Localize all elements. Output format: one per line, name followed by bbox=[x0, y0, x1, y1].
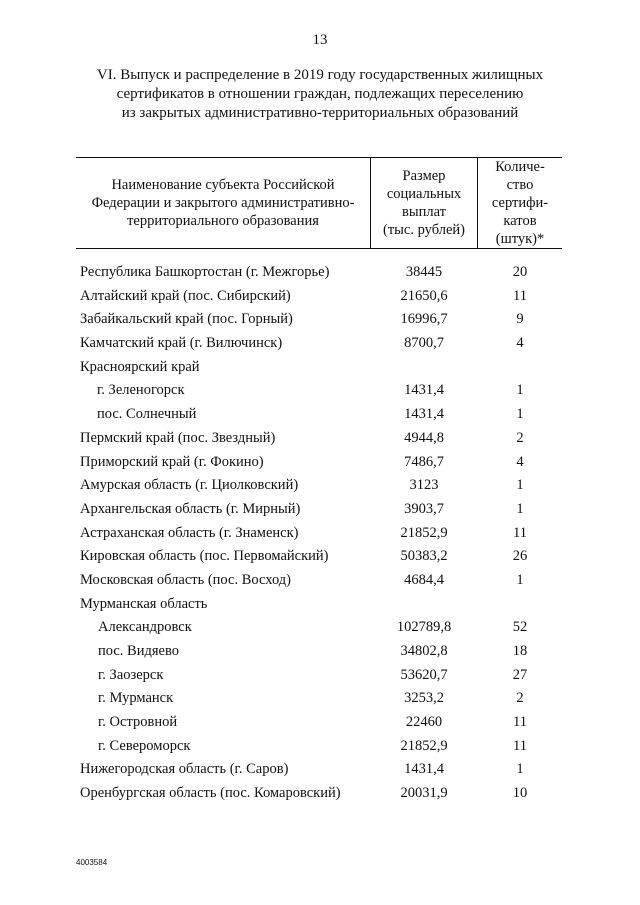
table-row bbox=[0, 404, 640, 428]
row-count: 1 bbox=[516, 500, 524, 517]
row-amount: 3903,7 bbox=[404, 500, 444, 517]
row-count: 4 bbox=[516, 453, 524, 470]
table-row bbox=[0, 783, 640, 807]
row-amount: 22460 bbox=[405, 714, 443, 731]
table-row bbox=[0, 736, 640, 760]
row-name: Республика Башкортостан (г. Межгорье) bbox=[80, 264, 330, 280]
table-row bbox=[0, 286, 640, 310]
row-name: Астраханская область (г. Знаменск) bbox=[80, 524, 299, 541]
row-amount: 16996,7 bbox=[400, 311, 448, 328]
header-count bbox=[478, 157, 562, 248]
table-row bbox=[0, 475, 640, 499]
row-name: г. Зеленогорск bbox=[97, 382, 185, 399]
document-code: 4003584 bbox=[76, 858, 108, 867]
row-amount: 20031,9 bbox=[400, 785, 448, 802]
heading-line-2: сертификатов в отношении граждан, подлежащих переселению bbox=[116, 86, 524, 102]
row-amount: 38445 bbox=[405, 264, 443, 280]
row-count: 10 bbox=[512, 785, 528, 802]
table-row bbox=[0, 499, 640, 523]
section-heading bbox=[0, 66, 640, 123]
row-name: Алтайский край (пос. Сибирский) bbox=[80, 287, 291, 304]
row-amount: 1431,4 bbox=[404, 406, 444, 423]
row-count: 1 bbox=[516, 571, 524, 588]
table-header-border bbox=[76, 248, 562, 249]
table-row bbox=[0, 641, 640, 665]
row-name: Камчатский край (г. Вилючинск) bbox=[80, 335, 283, 352]
row-count: 11 bbox=[513, 524, 527, 541]
table-row bbox=[0, 688, 640, 712]
table-row bbox=[0, 380, 640, 404]
row-name: Кировская область (пос. Первомайский) bbox=[80, 548, 329, 565]
row-name: Архангельская область (г. Мирный) bbox=[80, 500, 301, 517]
header-amount-text: Размер социальных выплат (тыс. рублей) bbox=[383, 167, 465, 238]
page-number: 13 bbox=[312, 32, 328, 48]
table-row bbox=[0, 546, 640, 570]
table-row bbox=[0, 428, 640, 452]
row-name: г. Мурманск bbox=[98, 690, 174, 707]
row-amount: 7486,7 bbox=[404, 453, 444, 470]
table-row bbox=[0, 570, 640, 594]
table-row bbox=[0, 452, 640, 476]
row-amount: 53620,7 bbox=[400, 666, 448, 683]
header-name bbox=[76, 157, 370, 248]
row-name: г. Североморск bbox=[98, 737, 191, 754]
header-count-text: Количе- ство сертифи- катов (штук)* bbox=[491, 158, 549, 247]
header-amount bbox=[371, 157, 477, 248]
table-row bbox=[0, 262, 640, 286]
row-count: 4 bbox=[516, 335, 524, 352]
row-name: г. Заозерск bbox=[98, 666, 164, 683]
header-name-text: Наименование субъекта Российской Федерации и закрытого административно- территориального образования bbox=[91, 176, 355, 229]
row-count: 18 bbox=[512, 643, 528, 659]
row-name: Московская область (пос. Восход) bbox=[80, 571, 291, 588]
row-amount: 1431,4 bbox=[404, 761, 444, 778]
table-row bbox=[0, 523, 640, 547]
row-count: 26 bbox=[512, 548, 528, 565]
row-amount: 21650,6 bbox=[400, 287, 448, 304]
row-amount: 34802,8 bbox=[400, 643, 448, 659]
row-count: 11 bbox=[513, 287, 527, 304]
row-count: 27 bbox=[512, 666, 528, 683]
row-name: Нижегородская область (г. Саров) bbox=[80, 761, 289, 778]
row-count: 1 bbox=[516, 761, 524, 778]
heading-line-1: VI. Выпуск и распределение в 2019 году государственных жилищных bbox=[96, 67, 544, 83]
row-count: 11 bbox=[513, 737, 527, 754]
row-amount: 1431,4 bbox=[404, 382, 444, 399]
row-amount: 4684,4 bbox=[404, 571, 444, 588]
row-name: Александровск bbox=[98, 619, 192, 636]
row-count: 1 bbox=[516, 477, 524, 494]
row-name: Амурская область (г. Циолковский) bbox=[80, 477, 299, 494]
heading-line-3: из закрытых административно-территориальных образований bbox=[121, 105, 519, 121]
row-name: Забайкальский край (пос. Горный) bbox=[80, 311, 293, 328]
row-name: Оренбургская область (пос. Комаровский) bbox=[80, 785, 341, 802]
row-amount: 8700,7 bbox=[404, 335, 444, 352]
row-count: 11 bbox=[513, 714, 527, 731]
row-amount: 21852,9 bbox=[400, 524, 448, 541]
row-count: 9 bbox=[516, 311, 524, 328]
row-name: Пермский край (пос. Звездный) bbox=[80, 429, 276, 446]
row-amount: 50383,2 bbox=[400, 548, 448, 565]
table-row bbox=[0, 309, 640, 333]
table-row bbox=[0, 594, 640, 618]
row-count: 1 bbox=[516, 382, 524, 399]
row-name: пос. Солнечный bbox=[97, 406, 197, 423]
table-row bbox=[0, 333, 640, 357]
row-count: 1 bbox=[516, 406, 524, 423]
row-count: 2 bbox=[516, 429, 524, 446]
row-amount: 3253,2 bbox=[404, 690, 444, 707]
table-row bbox=[0, 712, 640, 736]
row-amount: 3123 bbox=[409, 477, 439, 494]
row-name: Приморский край (г. Фокино) bbox=[80, 453, 264, 470]
table-row bbox=[0, 759, 640, 783]
row-name: Мурманская область bbox=[80, 595, 208, 612]
row-name: Красноярский край bbox=[80, 358, 200, 375]
table-body bbox=[0, 262, 640, 807]
table-row bbox=[0, 357, 640, 381]
row-name: г. Островной bbox=[98, 714, 178, 731]
row-count: 2 bbox=[516, 690, 524, 707]
row-count: 20 bbox=[512, 264, 528, 280]
table-row bbox=[0, 665, 640, 689]
table-row bbox=[0, 617, 640, 641]
row-name: пос. Видяево bbox=[98, 643, 179, 659]
row-amount: 4944,8 bbox=[404, 429, 444, 446]
row-amount: 21852,9 bbox=[400, 737, 448, 754]
row-amount: 102789,8 bbox=[396, 619, 452, 636]
row-count: 52 bbox=[512, 619, 528, 636]
